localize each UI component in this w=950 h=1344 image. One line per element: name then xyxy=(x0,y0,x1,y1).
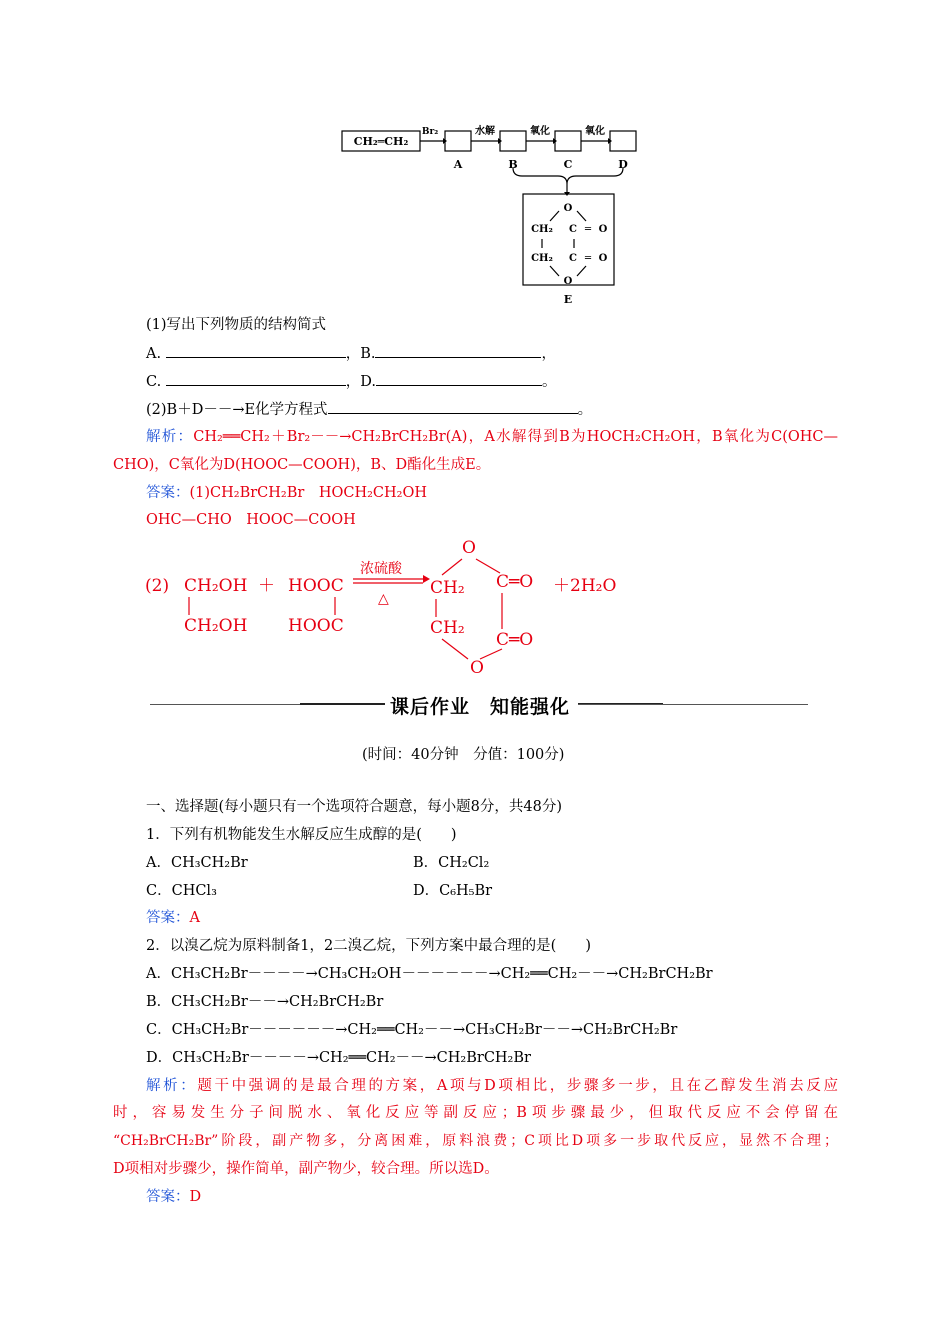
arrow-label-hydrolysis: 水解 xyxy=(475,126,495,137)
question2-analysis-line4: D项相对步骤少，操作简单，副产物少，较合理。所以选D。 xyxy=(113,1161,499,1177)
question2-option-a[interactable]: A．CH₃CH₂Br－－－－→CH₃CH₂OH－－－－－－→CH₂══CH₂－－→CH₂BrCH₂Br xyxy=(146,966,713,982)
label-b: B xyxy=(508,158,518,171)
arrow-reagent-br2: Br₂ xyxy=(421,127,439,137)
ring-o-top: O xyxy=(563,203,573,214)
q1-a-blank[interactable] xyxy=(166,343,346,358)
arrow-label-oxidation-1: 氧化 xyxy=(530,126,550,137)
label-a: A xyxy=(453,158,463,171)
question2-stem: 2．以溴乙烷为原料制备1，2二溴乙烷，下列方案中最合理的是( ) xyxy=(146,938,591,954)
q2-blank[interactable] xyxy=(328,399,578,414)
eq-num: (2) xyxy=(145,576,170,596)
q1-prompt: (1)写出下列物质的结构简式 xyxy=(146,317,327,333)
analysis1-line2: CHO)，C氧化为D(HOOC—COOH)，B、D酯化生成E。 xyxy=(113,457,491,473)
question1-answer: 答案：A xyxy=(146,910,200,926)
q2-prompt: (2)B＋D－－→E化学方程式 xyxy=(146,402,328,418)
eq-ring-ch2-1: CH₂ xyxy=(430,578,465,598)
ring-o-right-bottom: O xyxy=(598,253,608,264)
analysis1-label: 解析： xyxy=(146,429,194,445)
eq-hooc-2: HOOC xyxy=(288,616,344,636)
question2-option-c[interactable]: C．CH₃CH₂Br－－－－－－→CH₂══CH₂－－→CH₃CH₂Br－－→CH₂BrCH₂Br xyxy=(146,1022,678,1038)
ring-co-top: ═ xyxy=(584,224,592,235)
eq-heat: △ xyxy=(378,591,389,607)
eq-hooc-1: HOOC xyxy=(288,576,344,596)
eq-plus: ＋ xyxy=(258,576,275,596)
q1-row-ab xyxy=(146,343,556,364)
question1-option-b[interactable]: B．CH₂Cl₂ xyxy=(413,855,490,871)
question2-answer: 答案：D xyxy=(146,1189,202,1205)
banner-line-left-bold xyxy=(300,703,385,705)
ring-o-right-top: O xyxy=(598,224,608,235)
section-meta: (时间：40分钟 分值：100分) xyxy=(362,747,565,763)
question1-option-d[interactable]: D．C₆H₅Br xyxy=(413,883,493,899)
ring-o-bottom: O xyxy=(563,276,573,287)
part1-heading: 一、选择题(每小题只有一个选项符合题意，每小题8分，共48分) xyxy=(146,799,562,815)
arrow-label-oxidation-2: 氧化 xyxy=(585,126,605,137)
ring-ch2-bottom: CH₂ xyxy=(531,253,553,264)
q1-a-label: A. xyxy=(146,346,162,362)
label-c: C xyxy=(563,158,573,171)
start-compound: CH₂═CH₂ xyxy=(353,135,409,148)
q1-b-blank[interactable] xyxy=(375,343,541,358)
banner-line-right xyxy=(578,704,808,705)
answer1-line1: 答案：(1)CH₂BrCH₂Br HOCH₂CH₂OH xyxy=(146,485,427,501)
eq-ring-c1: C═O xyxy=(496,572,534,592)
label-e: E xyxy=(563,293,573,306)
ring-ch2-top: CH₂ xyxy=(531,224,553,235)
section-title: 课后作业 知能强化 xyxy=(390,696,571,718)
eq-water: ＋2H₂O xyxy=(553,576,617,596)
eq-ch2oh-2: CH₂OH xyxy=(184,616,248,636)
ring-c-top: C xyxy=(569,224,577,235)
q1-d-blank[interactable] xyxy=(376,371,542,386)
ring-co-bottom: ═ xyxy=(584,253,592,264)
question2-analysis-line1: 解析：题干中强调的是最合理的方案，A项与D项相比，步骤多一步，且在乙醇发生消去反应 xyxy=(146,1078,839,1094)
eq-catalyst: 浓硫酸 xyxy=(360,561,402,577)
eq-ring-c2: C═O xyxy=(496,630,534,650)
eq-ring-o-top: O xyxy=(462,538,476,558)
question1-option-c[interactable]: C．CHCl₃ xyxy=(146,883,217,899)
q1-d-label: ，D. xyxy=(345,374,377,390)
eq-ring-o-bottom: O xyxy=(470,658,484,678)
q1-cd-period: 。 xyxy=(542,374,557,390)
q1-c-label: C. xyxy=(146,374,162,390)
q1-ab-comma: ， xyxy=(541,346,556,362)
label-d: D xyxy=(618,158,628,171)
q1-row-cd xyxy=(146,371,557,392)
q1-b-label: ，B. xyxy=(345,346,376,362)
eq-ring-ch2-2: CH₂ xyxy=(430,618,465,638)
q2-period: 。 xyxy=(577,402,593,418)
q1-c-blank[interactable] xyxy=(166,371,346,386)
answer1-line2: OHC—CHO HOOC—COOH xyxy=(146,512,356,528)
answer1-label: 答案： xyxy=(146,485,190,501)
question2-analysis-line2: 时，容易发生分子间脱水、氧化反应等副反应；B项步骤最少，但取代反应不会停留在 xyxy=(113,1105,838,1121)
question2-option-b[interactable]: B．CH₃CH₂Br－－→CH₂BrCH₂Br xyxy=(146,994,384,1010)
question2-option-d[interactable]: D．CH₃CH₂Br－－－－→CH₂══CH₂－－→CH₂BrCH₂Br xyxy=(146,1050,531,1066)
eq-ch2oh-1: CH₂OH xyxy=(184,576,248,596)
analysis1-line1: 解析：CH₂══CH₂＋Br₂－－→CH₂BrCH₂Br(A)，A水解得到B为HOCH₂CH₂OH，B氧化为C(OHC— xyxy=(146,429,838,445)
esterification-equation xyxy=(140,535,640,680)
ring-c-bottom: C xyxy=(569,253,577,264)
q2-row xyxy=(146,399,592,420)
synthesis-flow-diagram xyxy=(330,120,650,310)
question1-stem: 1．下列有机物能发生水解反应生成醇的是( ) xyxy=(146,827,457,843)
question1-option-a[interactable]: A．CH₃CH₂Br xyxy=(146,855,248,871)
question2-analysis-line3: “CH₂BrCH₂Br”阶段，副产物多，分离困难，原料浪费；C项比D项多一步取代反应，显然不合理； xyxy=(113,1133,838,1149)
